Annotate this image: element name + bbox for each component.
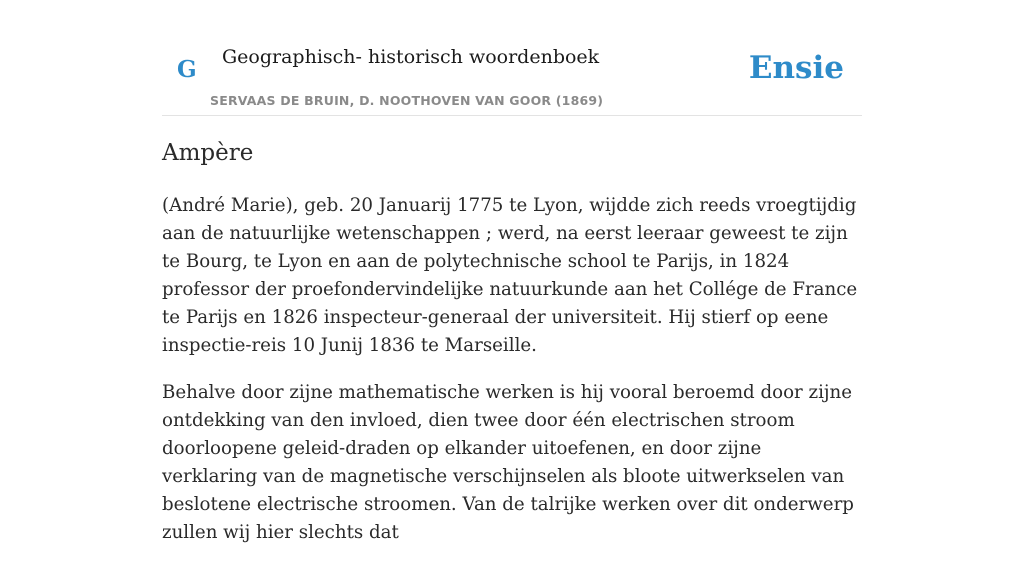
ensie-logo-link[interactable]: Ensie — [748, 50, 844, 86]
book-header — [162, 30, 862, 116]
entry-paragraph: Behalve door zijne mathematische werken is hij vooral beroemd door zijne ontdekking van den invloed, dien twee door één electrischen stroom doorloopene geleid-draden op elkander uitoefenen, en door zijne verklaring van de magnetische verschijnselen als bloote uitwerkselen van beslotene electrische stroomen. Van de talrijke werken over dit onderwerp zullen wij hier slechts dat — [162, 382, 854, 543]
book-author: SERVAAS DE BRUIN, D. NOOTHOVEN VAN GOOR (1869) — [210, 93, 604, 108]
entry-paragraph: (André Marie), geb. 20 Januarij 1775 te Lyon, wijdde zich reeds vroegtijdig aan de natuurlijke wetenschappen ; werd, na eerst leeraar geweest te zijn te Bourg, te Lyon en aan de polytechnische school te Parijs, in 1824 professor der proefondervindelijke natuurkunde aan het Collége de France te Parijs en 1826 inspecteur-generaal der universiteit. Hij stierf op eene inspectie-reis 10 Junij 1836 te Marseille. — [162, 195, 858, 356]
entry-title: Ampère — [162, 140, 254, 166]
book-title-link[interactable]: Geographisch- historisch woordenboek — [222, 46, 600, 68]
book-letter-icon[interactable]: G — [177, 56, 197, 83]
entry-body — [162, 192, 862, 566]
